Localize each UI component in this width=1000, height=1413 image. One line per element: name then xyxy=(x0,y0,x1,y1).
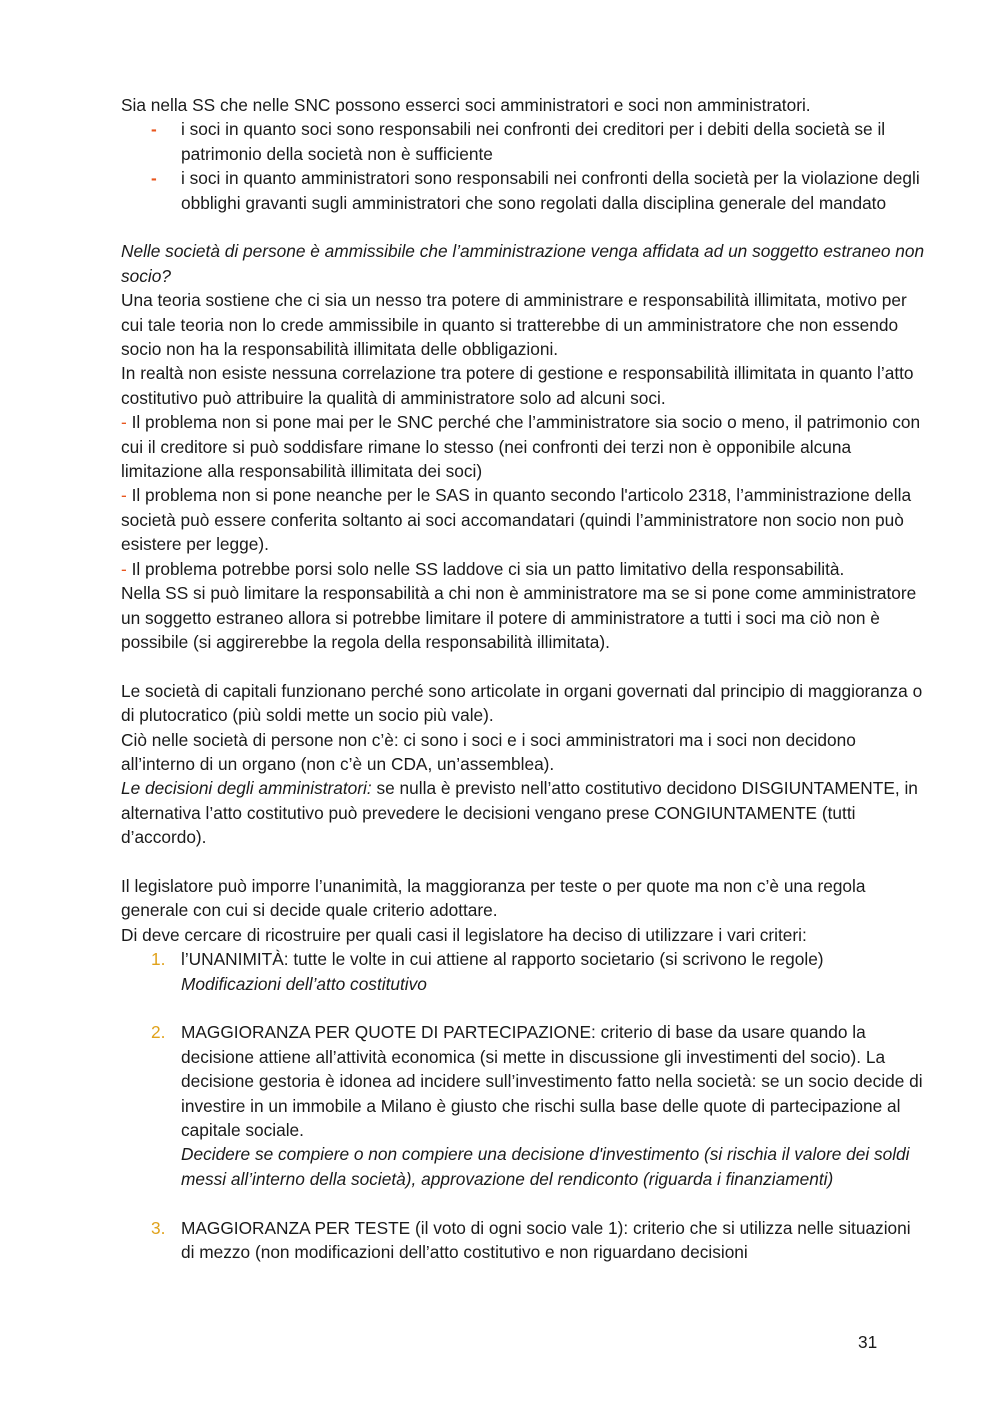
list-item: 2. MAGGIORANZA PER QUOTE DI PARTECIPAZIONE: criterio di base da usare quando la decisione attiene all’attività economica (si mette in discussione gli investimenti del socio). La decisione gestoria è idonea ad incidere sull’investimento fatto nella società: se un socio decide di investire in un immobile a Milano è giusto che rischi sulla base delle quote di partecipazione al capitale sociale. Decidere se compiere o non compiere una decisione d'investimento (si rischia il valore dei soldi messi all’interno della società), approvazione del rendiconto (riguarda i finanziamenti) xyxy=(121,1020,926,1191)
responsibility-list xyxy=(121,117,926,215)
dash-point: - Il problema non si pone neanche per le SAS in quanto secondo l'articolo 2318, l’amministrazione della società può essere conferita soltanto ai soci accomandatari (quindi l’amministratore non socio non può esistere per legge). xyxy=(121,485,912,555)
dash-point: - Il problema potrebbe porsi solo nelle SS laddove ci sia un patto limitativo della responsabilità. xyxy=(121,558,845,579)
ricostruire-paragraph: Di deve cercare di ricostruire per quali casi il legislatore ha deciso di utilizzare i vari criteri: xyxy=(121,924,807,945)
capitali-paragraph: Le società di capitali funzionano perché sono articolate in organi governati dal principio di maggioranza o di plutocratico (più soldi mette un socio più vale). xyxy=(121,680,923,726)
list-number: 2. xyxy=(151,1022,166,1043)
dash-marker: - xyxy=(151,119,157,140)
reality-paragraph: In realtà non esiste nessuna correlazione tra potere di gestione e responsabilità illimitata in quanto l’atto costitutivo può attribuire la qualità di amministratore solo ad alcuni soci. xyxy=(121,363,914,408)
list-item: 1. l’UNANIMITÀ: tutte le volte in cui attiene al rapporto societario (si scrivono le regole) Modificazioni dell’atto costitutivo xyxy=(121,947,926,996)
list-number: 3. xyxy=(151,1217,166,1238)
dash-marker: - xyxy=(121,558,127,579)
page-number: 31 xyxy=(858,1332,878,1352)
example-text: Modificazioni dell’atto costitutivo xyxy=(181,973,427,994)
intro-paragraph: Sia nella SS che nelle SNC possono esserci soci amministratori e soci non amministratori. xyxy=(121,95,811,115)
list-number: 1. xyxy=(151,949,166,970)
example-text: Decidere se compiere o non compiere una decisione d'investimento (si rischia il valore dei soldi messi all’interno della società), approvazione del rendiconto (riguarda i finanziamenti) xyxy=(181,1144,910,1189)
theory-paragraph: Una teoria sostiene che ci sia un nesso tra potere di amministrare e responsabilità illimitata, motivo per cui tale teoria non lo crede ammissibile in quanto si tratterebbe di un amministratore che non essendo socio non ha la responsabilità illimitata delle obbligazioni. xyxy=(121,290,907,360)
ss-paragraph: Nella SS si può limitare la responsabilità a chi non è amministratore ma se si pone come amministratore un soggetto estraneo allora si potrebbe limitare il potere di amministratore a tutti i soci ma ciò non è possibile (si aggirerebbe la regola della responsabilità illimitata). xyxy=(121,583,917,652)
question-paragraph: Nelle società di persone è ammissibile che l’amministrazione venga affidata ad un soggetto estraneo non socio? xyxy=(121,241,925,286)
dash-marker: - xyxy=(121,485,127,506)
dash-marker: - xyxy=(121,412,127,433)
dash-marker: - xyxy=(151,168,157,189)
persone-paragraph: Ciò nelle società di persone non c’è: ci sono i soci e i soci amministratori ma i soci non decidono all’interno di un organo (non c’è un CDA, un’assemblea). xyxy=(121,729,856,774)
decisioni-paragraph: Le decisioni degli amministratori: se nulla è previsto nell’atto costitutivo decidono DISGIUNTAMENTE, in alternativa l’atto costitutivo può prevedere le decisioni vengano prese CONGIUNTAMENTE (tutti d’accordo). xyxy=(121,778,918,848)
legislatore-paragraph: Il legislatore può imporre l’unanimità, la maggioranza per teste o per quote ma non c’è una regola generale con cui si decide quale criterio adottare. xyxy=(121,875,866,921)
criteri-list xyxy=(121,947,926,1264)
decisioni-label: Le decisioni degli amministratori: xyxy=(121,778,372,799)
list-item: 3. MAGGIORANZA PER TESTE (il voto di ogni socio vale 1): criterio che si utilizza nelle situazioni di mezzo (non modificazioni dell’atto costitutivo e non riguardano decisioni xyxy=(151,1217,911,1263)
dash-point: - Il problema non si pone mai per le SNC perché che l’amministratore sia socio o meno, il patrimonio con cui il creditore si può soddisfare rimane lo stesso (nei confronti dei terzi non è opponibile alcuna limitazione alla responsabilità illimitata dei soci) xyxy=(121,412,921,482)
list-item: - i soci in quanto soci sono responsabili nei confronti dei creditori per i debiti della società se il patrimonio della società non è sufficiente xyxy=(151,119,886,164)
document-page xyxy=(121,93,926,1264)
list-item: - i soci in quanto amministratori sono responsabili nei confronti della società per la violazione degli obblighi gravanti sugli amministratori che sono regolati dalla disciplina generale del mandato xyxy=(151,168,920,213)
